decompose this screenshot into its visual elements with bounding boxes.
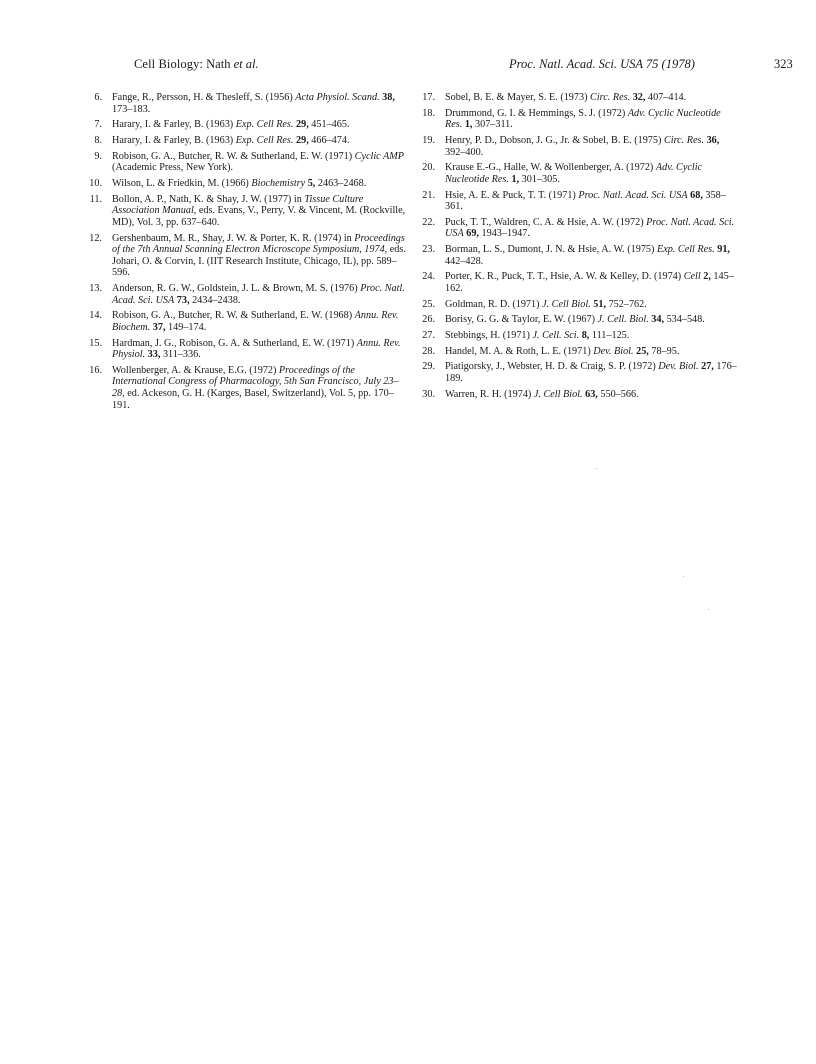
journal-title: Exp. Cell Res. — [656, 244, 715, 256]
reference-number: 15. — [89, 337, 102, 349]
journal-title: J. Cell Biol. — [542, 298, 591, 310]
author-name: Nath — [206, 57, 231, 71]
reference-text: Puck, T. T., Waldren, C. A. & Hsie, A. W. (1972) — [445, 216, 647, 228]
reference-text: Goldman, R. D. (1971) — [445, 298, 543, 310]
reference-item — [421, 389, 737, 401]
reference-item — [421, 135, 737, 158]
reference-number: 29. — [422, 361, 435, 373]
reference-text: Handel, M. A. & Roth, L. E. (1971) — [445, 345, 594, 357]
reference-text: Porter, K. R., Puck, T. T., Hsie, A. W. & Kelley, D. (1974) — [445, 271, 684, 283]
volume-number: 25, — [636, 345, 649, 357]
reference-text: Gershenbaum, M. R., Shay, J. W. & Porter, K. R. (1974) in — [112, 232, 355, 244]
reference-text: 301–305. — [519, 173, 560, 185]
journal-title: Dev. Biol. — [593, 345, 634, 357]
journal-title: Annu. Rev. Biochem. — [112, 310, 399, 333]
volume-number: 51, — [593, 298, 607, 310]
reference-text: Warren, R. H. (1974) — [445, 388, 534, 400]
reference-number: 12. — [89, 232, 102, 244]
page-number: 323 — [774, 57, 793, 71]
reference-number: 16. — [89, 364, 102, 376]
reference-text: 111–125. — [589, 330, 630, 342]
journal-title: Exp. Cell Res. — [235, 119, 294, 131]
journal-title: Biochemistry — [251, 177, 306, 189]
reference-text: ed. Ackeson, G. H. (Karges, Basel, Switzerland), Vol. 5, pp. 170–191. — [112, 388, 394, 411]
reference-text: 466–474. — [308, 134, 350, 146]
reference-number: 20. — [422, 162, 435, 174]
reference-item — [88, 338, 406, 361]
reference-text: Hsie, A. E. & Puck, T. T. (1971) — [445, 189, 579, 201]
reference-text: Anderson, R. G. W., Goldstein, J. L. & Brown, M. S. (1976) — [112, 282, 361, 294]
journal-title: Proc. Natl. Acad. Sci. USA — [445, 216, 735, 240]
reference-text: Krause E.-G., Halle, W. & Wollenberger, A. (1972) — [445, 162, 656, 174]
reference-text: Henry, P. D., Dobson, J. G., Jr. & Sobel, B. E. (1975) — [445, 134, 664, 146]
reference-text: 534–548. — [664, 314, 705, 326]
journal-title: Proceedings of the 7th Annual Scanning Electron Microscope Symposium, 1974, — [112, 232, 405, 256]
reference-text: 173–183. — [112, 103, 151, 115]
reference-text: 407–414. — [645, 92, 687, 103]
scan-speck — [683, 576, 684, 577]
journal-title: Circ. Res. — [663, 134, 705, 146]
reference-number: 19. — [422, 134, 435, 146]
reference-text: 149–174. — [165, 321, 207, 333]
reference-item — [421, 271, 737, 294]
reference-text: 550–566. — [597, 388, 639, 400]
reference-number: 25. — [422, 298, 435, 310]
reference-item — [421, 330, 737, 342]
volume-number: 1, — [511, 173, 520, 185]
reference-item — [88, 119, 406, 131]
journal-title: Cyclic AMP — [354, 150, 404, 162]
volume-number: 36, — [706, 134, 720, 146]
volume-number: 27, — [701, 361, 714, 373]
reference-text: Robison, G. A., Butcher, R. W. & Sutherland, E. W. (1971) — [112, 150, 355, 162]
reference-text: 2434–2438. — [189, 294, 241, 306]
volume-number: 33, — [147, 349, 161, 361]
reference-item — [421, 346, 737, 358]
journal-title: Tissue Culture Association Manual, — [112, 193, 364, 217]
reference-item — [88, 310, 406, 333]
journal-title: Annu. Rev. Physiol. — [112, 337, 401, 361]
reference-number: 27. — [422, 330, 435, 342]
reference-item — [421, 361, 737, 384]
reference-item — [421, 190, 737, 213]
reference-text: 145–162. — [445, 271, 734, 294]
reference-text: 451–465. — [308, 119, 350, 131]
reference-text: Bollon, A. P., Nath, K. & Shay, J. W. (1977) in — [112, 193, 305, 205]
volume-number: 29, — [296, 119, 309, 131]
reference-number: 7. — [94, 119, 102, 131]
reference-text: eds. Evans, V., Perry, V. & Vincent, M. (Rockville, MD), Vol. 3, pp. 637–640. — [112, 205, 406, 228]
reference-list-left — [88, 92, 406, 415]
reference-text: Borisy, G. G. & Taylor, E. W. (1967) — [445, 314, 598, 326]
reference-item — [88, 135, 406, 147]
reference-text: Wollenberger, A. & Krause, E.G. (1972) — [112, 364, 279, 376]
reference-list-right — [421, 92, 737, 404]
volume-number: 63, — [585, 388, 598, 400]
volume-number: 69, — [466, 228, 479, 240]
journal-citation: Proc. Natl. Acad. Sci. USA 75 (1978) — [509, 57, 695, 71]
volume-number: 68, — [690, 189, 703, 201]
reference-text: 2463–2468. — [315, 177, 367, 189]
reference-text: (Academic Press, New York). — [112, 162, 234, 174]
volume-number: 5, — [307, 177, 316, 189]
reference-text: 752–762. — [606, 298, 647, 310]
reference-number: 28. — [422, 345, 435, 357]
journal-title: Adv. Cyclic Nucleotide Res. — [445, 107, 721, 131]
reference-number: 24. — [422, 271, 435, 283]
journal-title: J. Cell. Biol. — [597, 314, 649, 326]
reference-item — [421, 108, 737, 131]
reference-text: 392–400. — [445, 146, 484, 158]
volume-number: 73, — [176, 294, 190, 306]
journal-title: Cell — [683, 271, 701, 283]
running-head-left — [134, 57, 259, 72]
journal-title: Proc. Natl. Acad. Sci. USA — [112, 282, 405, 306]
journal-title: Proceedings of the International Congress of Pharmacology, 5th San Francisco, July 23–28, — [112, 364, 399, 399]
journal-title: Exp. Cell Res. — [235, 134, 294, 146]
reference-number: 22. — [422, 216, 435, 228]
reference-number: 30. — [422, 388, 435, 400]
reference-text: Stebbings, H. (1971) — [445, 330, 533, 342]
scan-speck — [708, 609, 709, 610]
et-al: et al. — [233, 57, 259, 71]
reference-number: 23. — [422, 244, 435, 256]
scan-speck — [596, 468, 597, 469]
journal-title: Adv. Cyclic Nucleotide Res. — [445, 162, 703, 185]
volume-number: 91, — [717, 244, 730, 256]
reference-item — [88, 194, 406, 229]
reference-number: 21. — [422, 189, 435, 201]
reference-item — [421, 162, 737, 185]
reference-number: 10. — [89, 177, 102, 189]
reference-number: 8. — [94, 134, 102, 146]
reference-item — [88, 283, 406, 306]
volume-number: 38, — [382, 92, 395, 103]
volume-number: 32, — [632, 92, 646, 103]
reference-number: 9. — [94, 150, 102, 162]
reference-text: Borman, L. S., Dumont, J. N. & Hsie, A. W. (1975) — [445, 244, 657, 256]
reference-item — [421, 244, 737, 267]
volume-number: 34, — [651, 314, 665, 326]
journal-title: J. Cell Biol. — [533, 388, 583, 400]
reference-item — [421, 299, 737, 311]
section-title: Cell Biology: — [134, 57, 204, 71]
reference-number: 13. — [89, 282, 102, 294]
journal-title: Circ. Res. — [590, 92, 631, 103]
reference-item — [88, 178, 406, 190]
volume-number: 8, — [581, 330, 590, 342]
reference-item — [88, 233, 406, 279]
reference-text: 358–361. — [445, 189, 726, 213]
journal-title: Proc. Natl. Acad. Sci. USA — [578, 189, 688, 201]
reference-text: Harary, I. & Farley, B. (1963) — [112, 119, 236, 131]
reference-number: 11. — [89, 193, 102, 205]
reference-number: 6. — [94, 92, 102, 103]
reference-text: 78–95. — [648, 345, 680, 357]
reference-item — [421, 217, 737, 240]
reference-item — [88, 151, 406, 174]
volume-number: 1, — [464, 119, 473, 131]
reference-item — [421, 314, 737, 326]
journal-title: Acta Physiol. Scand. — [295, 92, 380, 103]
reference-text: Hardman, J. G., Robison, G. A. & Sutherland, E. W. (1971) — [112, 337, 357, 349]
reference-text: Drummond, G. I. & Hemmings, S. J. (1972) — [445, 107, 628, 119]
reference-item — [88, 92, 406, 115]
reference-text: 176–189. — [445, 361, 737, 384]
reference-number: 14. — [89, 310, 102, 322]
reference-text: 442–428. — [445, 255, 484, 267]
reference-text: eds. Johari, O. & Corvin, I. (IIT Research Institute, Chicago, IL), pp. 589–596. — [112, 244, 406, 279]
reference-text: Harary, I. & Farley, B. (1963) — [112, 134, 236, 146]
reference-number: 26. — [422, 314, 435, 326]
journal-title: Dev. Biol. — [658, 361, 699, 373]
reference-text: Robison, G. A., Butcher, R. W. & Sutherland, E. W. (1968) — [112, 310, 355, 322]
reference-item — [421, 92, 737, 104]
reference-text: Piatigorsky, J., Webster, H. D. & Craig, S. P. (1972) — [445, 361, 659, 373]
reference-text: Fange, R., Persson, H. & Thesleff, S. (1956) — [112, 92, 296, 103]
reference-number: 17. — [422, 92, 435, 103]
volume-number: 29, — [296, 134, 309, 146]
reference-text: 307–311. — [472, 119, 513, 131]
reference-text: Sobel, B. E. & Mayer, S. E. (1973) — [445, 92, 591, 103]
reference-number: 18. — [422, 107, 435, 119]
volume-number: 37, — [152, 321, 166, 333]
volume-number: 2, — [703, 271, 711, 283]
journal-title: J. Cell. Sci. — [532, 330, 580, 342]
reference-text: 311–336. — [160, 349, 201, 361]
reference-text: 1943–1947. — [478, 228, 530, 240]
reference-item — [88, 365, 406, 411]
reference-text: Wilson, L. & Friedkin, M. (1966) — [112, 177, 252, 189]
